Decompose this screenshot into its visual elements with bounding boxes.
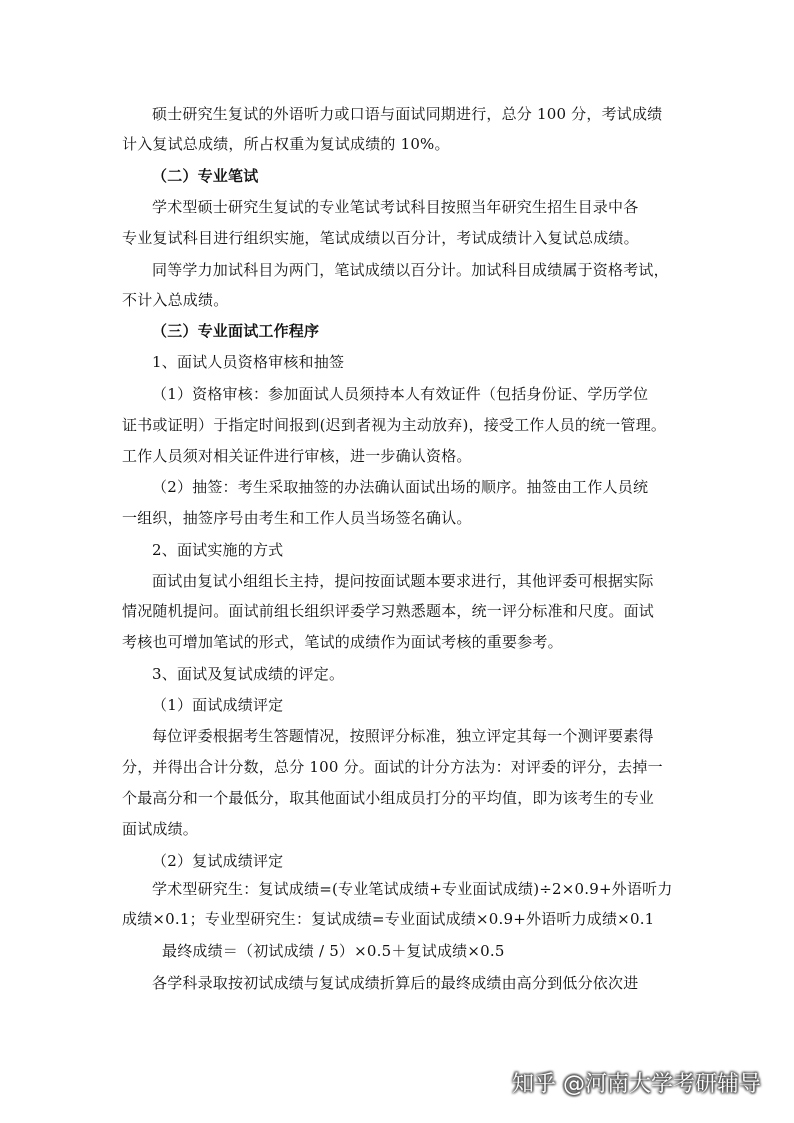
subsection-heading: 3、面试及复试成绩的评定。	[152, 665, 345, 683]
section-heading: （三）专业面试工作程序	[152, 322, 320, 340]
paragraph-line: 面试成绩。	[122, 820, 199, 838]
paragraph-line: 不计入总成绩。	[122, 291, 229, 309]
paragraph-line: 学术型硕士研究生复试的专业笔试考试科目按照当年研究生招生目录中各	[152, 198, 639, 216]
paragraph-line: 专业复试科目进行组织实施，笔试成绩以百分计，考试成绩计入复试总成绩。	[122, 229, 639, 247]
paragraph-line: （2）抽签：考生采取抽签的办法确认面试出场的顺序。抽签由工作人员统	[152, 478, 649, 496]
subsection-heading: （1）面试成绩评定	[152, 696, 284, 714]
paragraph-line: 证书或证明）于指定时间报到(迟到者视为主动放弃)，接受工作人员的统一管理。	[122, 416, 667, 434]
paragraph-line: （1）资格审核：参加面试人员须持本人有效证件（包括身份证、学历学位	[152, 385, 649, 403]
paragraph-line: 个最高分和一个最低分，取其他面试小组成员打分的平均值，即为该考生的专业	[122, 789, 655, 807]
paragraph-line: 每位评委根据考生答题情况，按照评分标准，独立评定其每一个测评要素得	[152, 727, 654, 745]
subsection-heading: （2）复试成绩评定	[152, 852, 284, 870]
section-heading: （二）专业笔试	[152, 167, 259, 185]
paragraph-line: 计入复试总成绩，所占权重为复试成绩的 10%。	[122, 135, 450, 153]
paragraph-line: 考核也可增加笔试的形式，笔试的成绩作为面试考核的重要参考。	[122, 633, 563, 651]
formula-line: 学术型研究生：复试成绩=(专业笔试成绩+专业面试成绩)÷2×0.9+外语听力	[152, 880, 673, 898]
paragraph-line: 面试由复试小组组长主持，提问按面试题本要求进行，其他评委可根据实际	[152, 572, 654, 590]
paragraph-line: 分，并得出合计分数，总分 100 分。面试的计分方法为：对评委的评分，去掉一	[122, 758, 663, 776]
paragraph-line: 同等学力加试科目为两门，笔试成绩以百分计。加试科目成绩属于资格考试，	[152, 261, 669, 279]
paragraph-line: 硕士研究生复试的外语听力或口语与面试同期进行，总分 100 分，考试成绩	[152, 105, 663, 123]
paragraph-line: 情况随机提问。面试前组长组织评委学习熟悉题本，统一评分标准和尺度。面试	[122, 602, 655, 620]
subsection-heading: 1、面试人员资格审核和抽签	[152, 353, 345, 371]
formula-line: 最终成绩＝（初试成绩 / 5）×0.5＋复试成绩×0.5	[162, 942, 505, 960]
paragraph-line: 各学科录取按初试成绩与复试成绩折算后的最终成绩由高分到低分依次进	[152, 974, 639, 992]
formula-line: 成绩×0.1；专业型研究生：复试成绩=专业面试成绩×0.9+外语听力成绩×0.1	[122, 910, 655, 928]
paragraph-line: 工作人员须对相关证件进行审核，进一步确认资格。	[122, 447, 472, 465]
watermark: 知乎 @河南大学考研辅导	[512, 1072, 761, 1097]
subsection-heading: 2、面试实施的方式	[152, 541, 284, 559]
paragraph-line: 一组织，抽签序号由考生和工作人员当场签名确认。	[122, 509, 472, 527]
